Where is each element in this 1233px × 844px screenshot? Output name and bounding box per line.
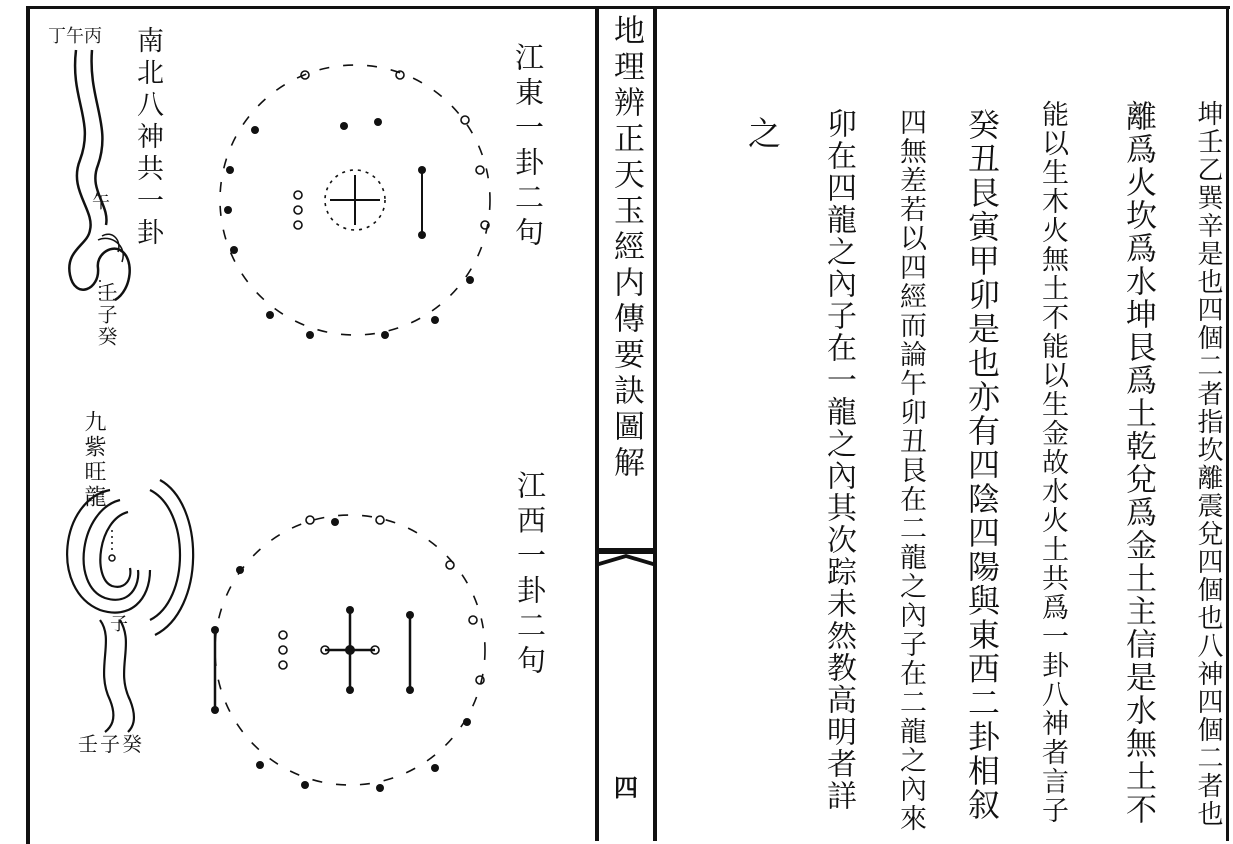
text-column-7: 之 [743,116,782,151]
diagram-top-heading: 江東一卦二句 [511,42,545,252]
text-column-6: 卯在四龍之內子在一龍之內其次踪未然教高明者詳 [821,108,856,812]
text-column-3: 能以生木火無土不能以生金故水火土共爲一卦八神者言子 [1037,100,1068,825]
diagram-top-circle [210,60,500,350]
river-bottom-mark: 子 [110,614,130,635]
text-column-2: 離爲火坎爲水坤艮爲土乾兌爲金土主信是水無土不 [1120,100,1156,826]
river-top-mark: 午 [92,192,112,213]
text-column-5: 四無差若以四經而論午卯丑艮在二龍之內子在二龍之內來 [895,108,926,833]
diagram-bottom-circle [205,510,495,800]
river-top-bottom-label: 壬子癸 [94,282,118,348]
river-bottom-label: 壬子癸 [78,732,144,756]
book-spine [595,8,657,841]
book-title: 地理辨正天玉經内傳要訣圖解 [608,14,644,482]
river-top-caption: 南北八神共一卦 [132,26,163,250]
diagram-bottom-heading: 江西一卦二句 [513,470,547,680]
text-column-1: 坤壬乙巽辛是也四個二者指坎離震兌四個也八神四個二者也 [1193,100,1223,828]
river-bottom-caption: 九紫旺龍 [81,410,106,510]
river-top-label: 丁午丙 [48,26,102,47]
text-column-4: 癸丑艮寅甲卯是也亦有四陰四陽與東西二卦相叙 [963,108,1001,822]
page-number: 四 [614,773,638,802]
river-bottom-drawing [40,470,200,730]
fishtail-mark [599,548,653,578]
